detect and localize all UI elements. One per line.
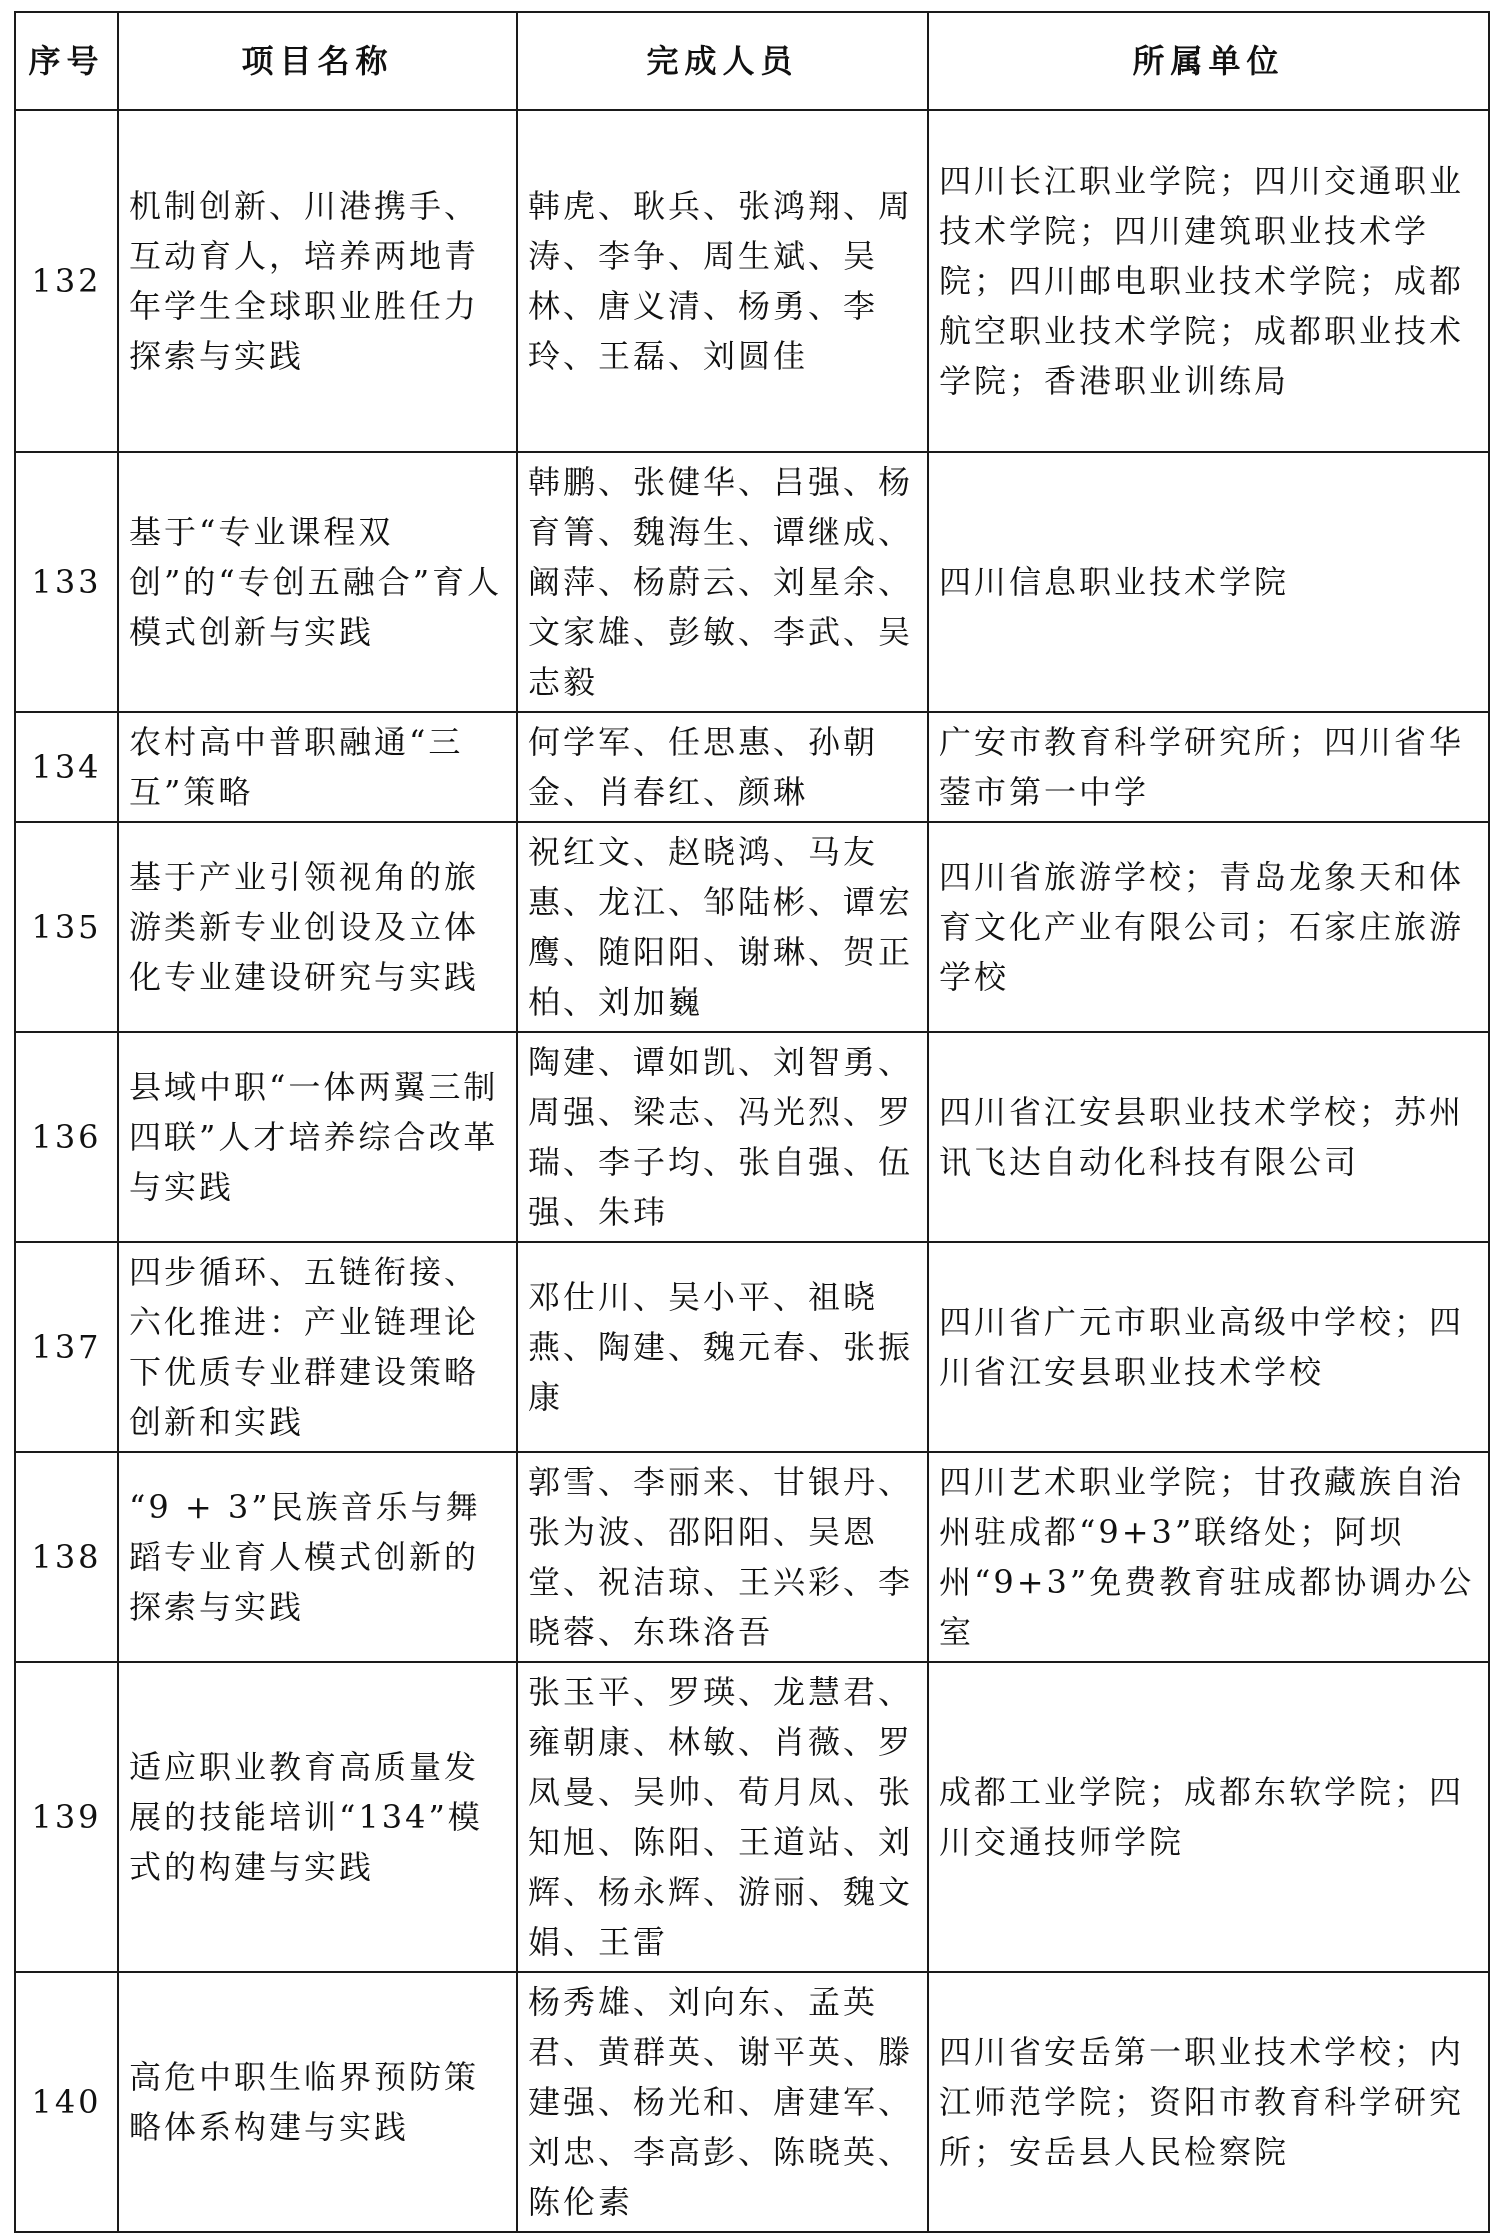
affiliated-unit: 四川省安岳第一职业技术学校；内江师范学院；资阳市教育科学研究所；安岳县人民检察院 xyxy=(928,1972,1489,2232)
project-name: 四步循环、五链衔接、六化推进：产业链理论下优质专业群建设策略创新和实践 xyxy=(118,1242,517,1452)
affiliated-unit: 成都工业学院；成都东软学院；四川交通技师学院 xyxy=(928,1662,1489,1972)
team-members: 何学军、任思惠、孙朝金、肖春红、颜琳 xyxy=(517,712,928,822)
affiliated-unit: 广安市教育科学研究所；四川省华蓥市第一中学 xyxy=(928,712,1489,822)
affiliated-unit: 四川长江职业学院；四川交通职业技术学院；四川建筑职业技术学院；四川邮电职业技术学院；成都航空职业技术学院；成都职业技术学院；香港职业训练局 xyxy=(928,110,1489,452)
table-row xyxy=(15,1242,1489,1452)
row-number: 134 xyxy=(15,712,118,822)
header-no: 序号 xyxy=(15,12,118,110)
table-header-row xyxy=(15,12,1489,110)
project-name: 县域中职“一体两翼三制四联”人才培养综合改革与实践 xyxy=(118,1032,517,1242)
project-name: 基于产业引领视角的旅游类新专业创设及立体化专业建设研究与实践 xyxy=(118,822,517,1032)
project-name: “9 + 3”民族音乐与舞蹈专业育人模式创新的探索与实践 xyxy=(118,1452,517,1662)
table-row xyxy=(15,712,1489,822)
row-number: 138 xyxy=(15,1452,118,1662)
team-members: 张玉平、罗瑛、龙慧君、雍朝康、林敏、肖薇、罗凤曼、吴帅、荀月凤、张知旭、陈阳、王道站、刘辉、杨永辉、游丽、魏文娟、王雷 xyxy=(517,1662,928,1972)
table-row xyxy=(15,1662,1489,1972)
project-name: 基于“专业课程双创”的“专创五融合”育人模式创新与实践 xyxy=(118,452,517,712)
project-name: 农村高中普职融通“三互”策略 xyxy=(118,712,517,822)
team-members: 郭雪、李丽来、甘银丹、张为波、邵阳阳、吴恩堂、祝洁琼、王兴彩、李晓蓉、东珠洛吾 xyxy=(517,1452,928,1662)
team-members: 韩虎、耿兵、张鸿翔、周涛、李争、周生斌、吴林、唐义清、杨勇、李玲、王磊、刘圆佳 xyxy=(517,110,928,452)
team-members: 邓仕川、吴小平、祖晓燕、陶建、魏元春、张振康 xyxy=(517,1242,928,1452)
affiliated-unit: 四川省广元市职业高级中学校；四川省江安县职业技术学校 xyxy=(928,1242,1489,1452)
row-number: 140 xyxy=(15,1972,118,2232)
affiliated-unit: 四川省旅游学校；青岛龙象天和体育文化产业有限公司；石家庄旅游学校 xyxy=(928,822,1489,1032)
table-row xyxy=(15,1452,1489,1662)
header-project-name: 项目名称 xyxy=(118,12,517,110)
row-number: 135 xyxy=(15,822,118,1032)
project-name: 机制创新、川港携手、互动育人，培养两地青年学生全球职业胜任力探索与实践 xyxy=(118,110,517,452)
row-number: 136 xyxy=(15,1032,118,1242)
header-unit: 所属单位 xyxy=(928,12,1489,110)
table-row xyxy=(15,822,1489,1032)
table-row xyxy=(15,452,1489,712)
team-members: 韩鹏、张健华、吕强、杨育箐、魏海生、谭继成、阚萍、杨蔚云、刘星余、文家雄、彭敏、李武、吴志毅 xyxy=(517,452,928,712)
row-number: 133 xyxy=(15,452,118,712)
team-members: 祝红文、赵晓鸿、马友惠、龙江、邹陆彬、谭宏鹰、随阳阳、谢琳、贺正柏、刘加巍 xyxy=(517,822,928,1032)
affiliated-unit: 四川省江安县职业技术学校；苏州讯飞达自动化科技有限公司 xyxy=(928,1032,1489,1242)
award-list-table xyxy=(14,11,1490,2233)
project-name: 高危中职生临界预防策略体系构建与实践 xyxy=(118,1972,517,2232)
affiliated-unit: 四川艺术职业学院；甘孜藏族自治州驻成都“9+3”联络处；阿坝州“9+3”免费教育驻成都协调办公室 xyxy=(928,1452,1489,1662)
project-name: 适应职业教育高质量发展的技能培训“134”模式的构建与实践 xyxy=(118,1662,517,1972)
row-number: 137 xyxy=(15,1242,118,1452)
header-members: 完成人员 xyxy=(517,12,928,110)
row-number: 139 xyxy=(15,1662,118,1972)
table-row xyxy=(15,1972,1489,2232)
affiliated-unit: 四川信息职业技术学院 xyxy=(928,452,1489,712)
row-number: 132 xyxy=(15,110,118,452)
table-row xyxy=(15,110,1489,452)
team-members: 陶建、谭如凯、刘智勇、周强、梁志、冯光烈、罗瑞、李子均、张自强、伍强、朱玮 xyxy=(517,1032,928,1242)
team-members: 杨秀雄、刘向东、孟英君、黄群英、谢平英、滕建强、杨光和、唐建军、刘忠、李高彭、陈晓英、陈伦素 xyxy=(517,1972,928,2232)
table-row xyxy=(15,1032,1489,1242)
